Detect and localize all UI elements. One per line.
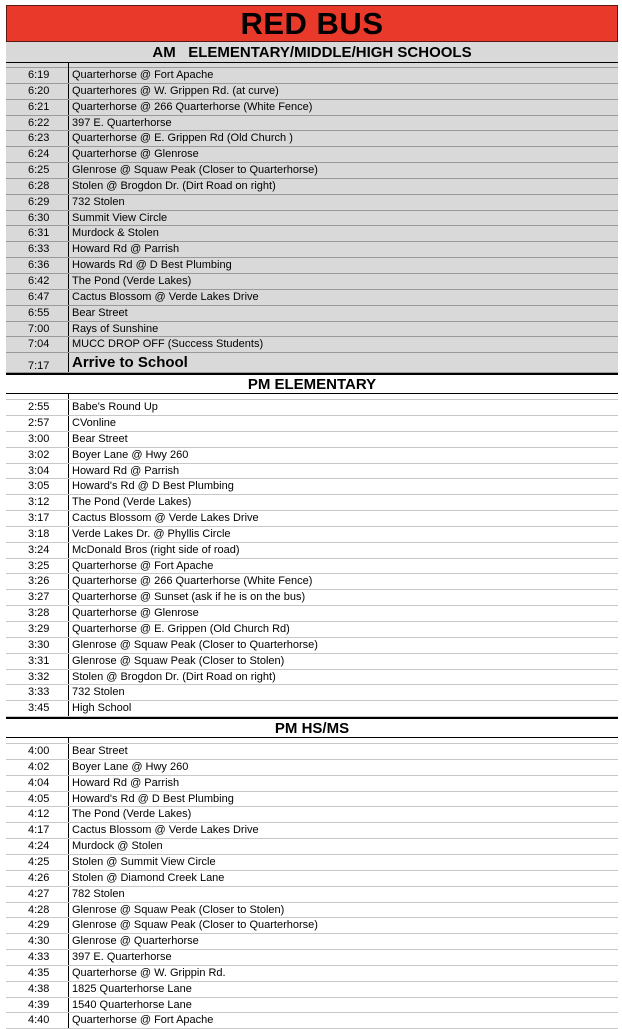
stop-location: Quarterhorse @ 266 Quarterhorse (White Fence) [72, 575, 313, 588]
stop-location: Quarterhores @ W. Grippen Rd. (at curve) [72, 84, 279, 97]
table-row [6, 807, 618, 823]
stop-location: 1540 Quarterhorse Lane [72, 998, 192, 1011]
stop-location: Stolen @ Brogdon Dr. (Dirt Road on right) [72, 670, 276, 683]
table-row [6, 306, 618, 322]
stop-location: Summit View Circle [72, 211, 168, 224]
table-row [6, 226, 618, 242]
table-row [6, 131, 618, 147]
stop-time: 6:20 [6, 84, 69, 99]
stop-time: 4:28 [6, 903, 69, 918]
stop-time: 7:17 [6, 353, 69, 372]
table-row [6, 448, 618, 464]
stop-time: 6:19 [6, 68, 69, 83]
table-row [6, 242, 618, 258]
stop-time: 4:27 [6, 887, 69, 902]
stop-location: Quarterhorse @ Fort Apache [72, 69, 214, 81]
am-stop-list [6, 63, 618, 373]
table-row [6, 258, 618, 274]
stop-location: Howards Rd @ D Best Plumbing [72, 259, 232, 272]
section-heading-pm-elementary-label: PM ELEMENTARY [247, 375, 377, 393]
table-row [6, 776, 618, 792]
stop-location: Bear Street [72, 306, 128, 319]
table-row [6, 495, 618, 511]
stop-location: Quarterhorse @ Fort Apache [72, 1014, 214, 1027]
stop-time: 3:05 [6, 479, 69, 494]
table-row [6, 903, 618, 919]
table-row [6, 966, 618, 982]
stop-time: 4:17 [6, 823, 69, 838]
stop-location: Stolen @ Summit View Circle [72, 855, 216, 868]
table-row [6, 432, 618, 448]
stop-time: 6:21 [6, 100, 69, 115]
stop-time: 3:29 [6, 622, 69, 637]
table-row [6, 685, 618, 701]
stop-location: Cactus Blossom @ Verde Lakes Drive [72, 290, 259, 303]
stop-time: 3:28 [6, 606, 69, 621]
stop-time: 6:31 [6, 226, 69, 241]
table-row [6, 211, 618, 227]
table-row [6, 792, 618, 808]
stop-location: Stolen @ Diamond Creek Lane [72, 871, 225, 884]
stop-location: McDonald Bros (right side of road) [72, 543, 240, 556]
table-row [6, 887, 618, 903]
stop-location: 732 Stolen [72, 195, 125, 208]
stop-location: Murdock @ Stolen [72, 840, 163, 853]
title-banner [6, 5, 618, 42]
stop-location: High School [72, 702, 132, 715]
stop-time: 6:23 [6, 131, 69, 146]
table-row [6, 622, 618, 638]
table-row-final [6, 353, 618, 373]
stop-location: Bear Street [72, 745, 128, 758]
table-row [6, 982, 618, 998]
stop-location: Glenrose @ Squaw Peak (Closer to Quarterhorse) [72, 919, 318, 932]
stop-time: 4:24 [6, 839, 69, 854]
table-row [6, 163, 618, 179]
stop-location: Quarterhorse @ Sunset (ask if he is on the bus) [72, 591, 306, 604]
stop-time: 6:22 [6, 116, 69, 131]
stop-time: 3:02 [6, 448, 69, 463]
table-row [6, 559, 618, 575]
stop-location: 782 Stolen [72, 887, 125, 900]
stop-time: 3:33 [6, 685, 69, 700]
table-row [6, 416, 618, 432]
table-row [6, 543, 618, 559]
stop-time: 7:04 [6, 337, 69, 352]
table-row [6, 274, 618, 290]
table-row [6, 195, 618, 211]
table-row [6, 400, 618, 416]
stop-time: 6:25 [6, 163, 69, 178]
stop-time: 6:42 [6, 274, 69, 289]
stop-time: 4:00 [6, 744, 69, 759]
table-row [6, 527, 618, 543]
table-row [6, 84, 618, 100]
table-row [6, 147, 618, 163]
table-row [6, 100, 618, 116]
stop-time: 6:55 [6, 306, 69, 321]
stop-time: 7:00 [6, 322, 69, 337]
schedule-sheet [6, 5, 618, 1029]
stop-location: MUCC DROP OFF (Success Students) [72, 338, 264, 351]
stop-location: Quarterhorse @ Fort Apache [72, 559, 214, 572]
table-row [6, 590, 618, 606]
stop-time: 4:35 [6, 966, 69, 981]
stop-time: 3:12 [6, 495, 69, 510]
stop-location: Stolen @ Brogdon Dr. (Dirt Road on right) [72, 179, 276, 192]
table-row [6, 638, 618, 654]
stop-location: Verde Lakes Dr. @ Phyllis Circle [72, 527, 231, 540]
table-row [6, 823, 618, 839]
stop-location: Quarterhorse @ W. Grippin Rd. [72, 966, 226, 979]
stop-location: Glenrose @ Squaw Peak (Closer to Stolen) [72, 654, 285, 667]
stop-time: 4:38 [6, 982, 69, 997]
table-row [6, 606, 618, 622]
table-row [6, 116, 618, 132]
stop-location: Howard's Rd @ D Best Plumbing [72, 480, 234, 493]
stop-location: Boyer Lane @ Hwy 260 [72, 448, 189, 461]
stop-location: Quarterhorse @ E. Grippen Rd (Old Church ) [72, 132, 293, 145]
stop-location: Cactus Blossom @ Verde Lakes Drive [72, 512, 259, 525]
table-row [6, 464, 618, 480]
stop-time: 3:26 [6, 574, 69, 589]
stop-location: Howard Rd @ Parrish [72, 243, 180, 256]
table-row [6, 934, 618, 950]
stop-time: 3:30 [6, 638, 69, 653]
stop-time: 4:05 [6, 792, 69, 807]
table-row [6, 855, 618, 871]
stop-time: 6:36 [6, 258, 69, 273]
table-row [6, 179, 618, 195]
stop-time: 3:24 [6, 543, 69, 558]
stop-location: 1825 Quarterhorse Lane [72, 982, 192, 995]
stop-time: 4:04 [6, 776, 69, 791]
stop-time: 4:33 [6, 950, 69, 965]
stop-time: 3:45 [6, 701, 69, 716]
stop-time: 6:30 [6, 211, 69, 226]
table-row [6, 839, 618, 855]
stop-time: 4:25 [6, 855, 69, 870]
table-row [6, 337, 618, 353]
stop-time: 4:12 [6, 807, 69, 822]
table-row [6, 701, 618, 717]
table-row [6, 574, 618, 590]
stop-location: Glenrose @ Squaw Peak (Closer to Quarterhorse) [72, 164, 318, 177]
stop-location: Glenrose @ Squaw Peak (Closer to Quarterhorse) [72, 638, 318, 651]
stop-time: 3:31 [6, 654, 69, 669]
table-row [6, 479, 618, 495]
stop-time: 4:29 [6, 918, 69, 933]
stop-location: Rays of Sunshine [72, 322, 159, 335]
stop-location: Howard's Rd @ D Best Plumbing [72, 792, 234, 805]
stop-time: 3:18 [6, 527, 69, 542]
stop-time: 3:27 [6, 590, 69, 605]
stop-time: 3:04 [6, 464, 69, 479]
table-row [6, 670, 618, 686]
stop-location: Arrive to School [72, 354, 188, 372]
stop-location: Glenrose @ Squaw Peak (Closer to Stolen) [72, 903, 285, 916]
stop-time: 6:47 [6, 290, 69, 305]
section-heading-pm-elementary [6, 373, 618, 394]
table-row [6, 998, 618, 1014]
stop-location: CVonline [72, 417, 117, 430]
stop-time: 3:25 [6, 559, 69, 574]
stop-time: 4:02 [6, 760, 69, 775]
pm-hsms-stop-list [6, 738, 618, 1029]
table-row [6, 950, 618, 966]
stop-time: 6:33 [6, 242, 69, 257]
stop-time: 2:55 [6, 400, 69, 415]
stop-time: 6:28 [6, 179, 69, 194]
stop-location: The Pond (Verde Lakes) [72, 808, 192, 821]
stop-location: Cactus Blossom @ Verde Lakes Drive [72, 824, 259, 837]
stop-location: Quarterhorse @ 266 Quarterhorse (White Fence) [72, 100, 313, 113]
section-heading-am-label: AM ELEMENTARY/MIDDLE/HIGH SCHOOLS [152, 43, 472, 61]
table-row [6, 322, 618, 338]
table-row [6, 68, 618, 84]
stop-location: Bear Street [72, 432, 128, 445]
stop-location: Glenrose @ Quarterhorse [72, 935, 199, 948]
section-heading-am [6, 42, 618, 63]
table-row [6, 918, 618, 934]
stop-time: 3:17 [6, 511, 69, 526]
table-row [6, 760, 618, 776]
table-row [6, 1013, 618, 1029]
section-heading-pm-hsms-label: PM HS/MS [274, 719, 350, 737]
stop-location: Howard Rd @ Parrish [72, 776, 180, 789]
table-row [6, 871, 618, 887]
stop-location: 397 E. Quarterhorse [72, 951, 172, 964]
stop-location: Boyer Lane @ Hwy 260 [72, 760, 189, 773]
stop-location: Quarterhorse @ Glenrose [72, 607, 199, 620]
stop-location: The Pond (Verde Lakes) [72, 274, 192, 287]
stop-time: 2:57 [6, 416, 69, 431]
stop-time: 4:30 [6, 934, 69, 949]
stop-time: 3:32 [6, 670, 69, 685]
stop-location: Quarterhorse @ E. Grippen (Old Church Rd) [72, 623, 290, 635]
stop-location: Quarterhorse @ Glenrose [72, 148, 199, 161]
stop-time: 3:00 [6, 432, 69, 447]
pm-elementary-stop-list [6, 394, 618, 717]
page-title: RED BUS [240, 6, 384, 41]
table-row [6, 654, 618, 670]
stop-location: 397 E. Quarterhorse [72, 116, 172, 129]
table-row [6, 511, 618, 527]
stop-time: 6:29 [6, 195, 69, 210]
stop-location: Murdock & Stolen [72, 227, 159, 240]
stop-time: 4:39 [6, 998, 69, 1013]
stop-time: 4:26 [6, 871, 69, 886]
table-row [6, 290, 618, 306]
stop-location: 732 Stolen [72, 686, 125, 699]
table-row [6, 744, 618, 760]
stop-location: The Pond (Verde Lakes) [72, 496, 192, 509]
stop-time: 6:24 [6, 147, 69, 162]
stop-location: Babe's Round Up [72, 401, 158, 414]
stop-time: 4:40 [6, 1013, 69, 1028]
stop-location: Howard Rd @ Parrish [72, 464, 180, 477]
section-heading-pm-hsms [6, 717, 618, 738]
